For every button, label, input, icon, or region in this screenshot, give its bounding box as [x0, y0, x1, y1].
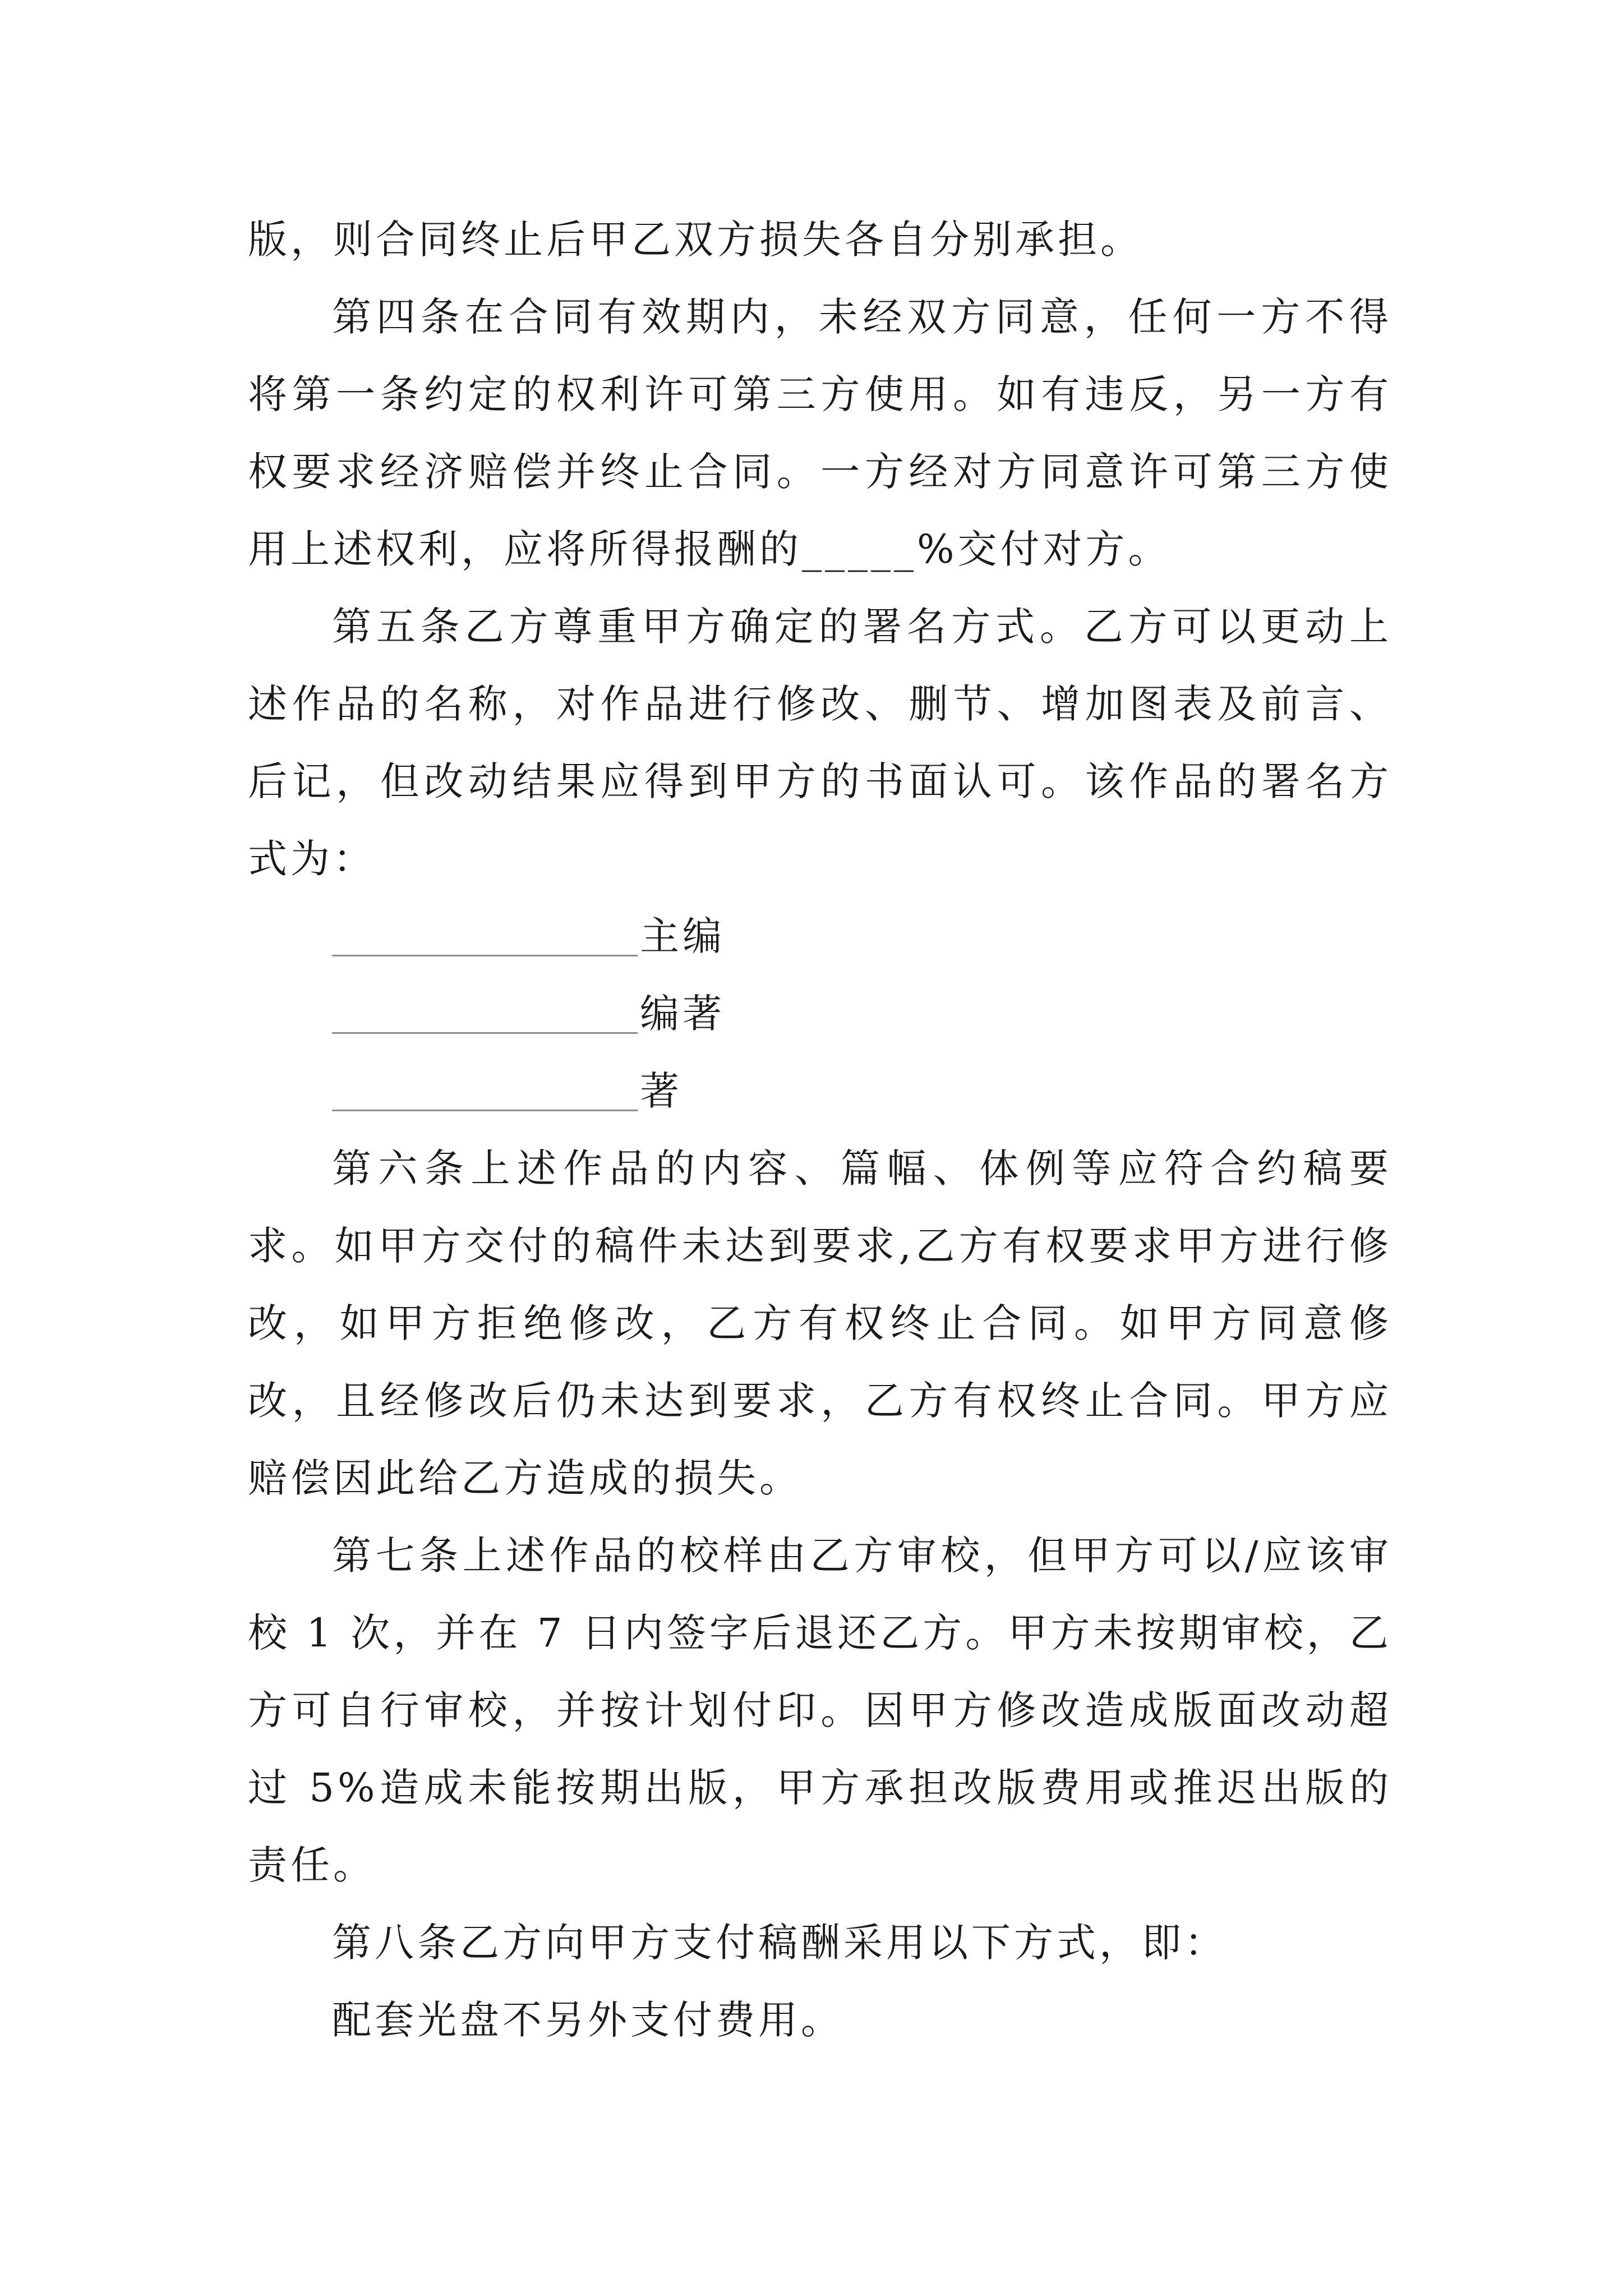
- signature-line-compiler: [248, 975, 1392, 1052]
- paragraph-article-8: 第八条乙方向甲方支付稿酬采用以下方式，即：: [332, 1920, 1227, 1966]
- paragraph-article-4: 第四条在合同有效期内，未经双方同意，任何一方不得将第一条约定的权利许可第三方使用。如有违反，另一方有权要求经济赔偿并终止合同。一方经对方同意许可第三方使用上述权利，应将所得报酬的_____%交付对方。: [248, 294, 1392, 572]
- paragraph-article-7: 第七条上述作品的校样由乙方审校，但甲方可以/应该审校 1 次，并在 7 日内签字后退还乙方。甲方未按期审校，乙方可自行审校，并按计划付印。因甲方修改造成版面改动超过 5%造成未能按期出版，甲方承担改版费用或推迟出版的责任。: [248, 1533, 1392, 1888]
- paragraph-article-5: 第五条乙方尊重甲方确定的署名方式。乙方可以更动上述作品的名称，对作品进行修改、删节、增加图表及前言、后记，但改动结果应得到甲方的书面认可。该作品的署名方式为：: [248, 604, 1392, 882]
- paragraph-cd-note: 配套光盘不另外支付费用。: [332, 1997, 843, 2043]
- blank-underline: [332, 1000, 638, 1034]
- signature-role-label: 主编: [640, 913, 725, 959]
- paragraph-continuation: 版，则合同终止后甲乙双方损失各自分别承担。: [248, 217, 1143, 263]
- paragraph-article-6: 第六条上述作品的内容、篇幅、体例等应符合约稿要求。如甲方交付的稿件未达到要求,乙方有权要求甲方进行修改，如甲方拒绝修改，乙方有权终止合同。如甲方同意修改，且经修改后仍未达到要求，乙方有权终止合同。甲方应赔偿因此给乙方造成的损失。: [248, 1145, 1392, 1501]
- signature-line-author: [248, 1052, 1392, 1130]
- signature-role-label: 编著: [640, 991, 725, 1037]
- body-text: [248, 201, 1392, 2059]
- blank-underline: [332, 1078, 638, 1111]
- signature-line-chief-editor: [248, 898, 1392, 975]
- blank-underline: [332, 923, 638, 956]
- signature-role-label: 著: [640, 1068, 683, 1114]
